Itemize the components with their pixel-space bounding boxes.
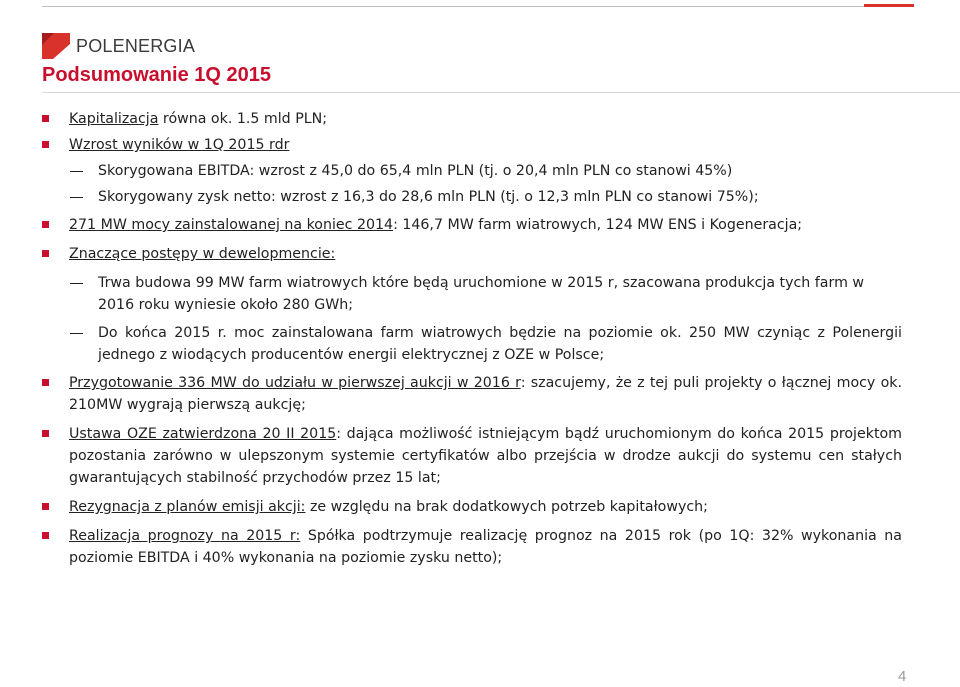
sub-bullet-budowa xyxy=(40,272,902,316)
logo-text: POLENERGIA xyxy=(76,35,196,56)
bullet-square-icon xyxy=(42,115,49,122)
bullet-kapitalizacja xyxy=(40,108,902,130)
bullet-realizacja-prognozy xyxy=(40,525,902,569)
bullet-square-icon xyxy=(42,221,49,228)
bullet-text: : dająca możliwość istniejącym bądź uruchomionym do końca 2015 projektom pozostania zarówno w ulepszonym systemie certyfikatów albo przejścia w drodze aukcji do systemu cen stałych gwarantujących stabilność przychodów przez 15 lat; xyxy=(69,426,903,486)
sub-bullet-text: Trwa budowa 99 MW farm wiatrowych które będą uruchomione w 2015 r, szacowana produkcja tych farm w 2016 roku wyniesie około 280 GWh; xyxy=(98,275,865,313)
top-accent-bar xyxy=(864,4,914,7)
dash-icon xyxy=(70,197,83,198)
sub-bullet-text: Skorygowana EBITDA: wzrost z 45,0 do 65,4 mln PLN (tj. o 20,4 mln PLN co stanowi 45%) xyxy=(98,163,733,179)
bullet-moc-zainstalowana xyxy=(40,214,902,236)
sub-bullet-ebitda xyxy=(40,160,902,182)
bullet-label: Znaczące postępy w dewelopmencie: xyxy=(69,246,336,262)
sub-bullet-text: Skorygowany zysk netto: wzrost z 16,3 do 28,6 mln PLN (tj. o 12,3 mln PLN co stanowi 75%); xyxy=(98,189,759,205)
bullet-square-icon xyxy=(42,503,49,510)
bullet-square-icon xyxy=(42,141,49,148)
bullet-label: Ustawa OZE zatwierdzona 20 II 2015 xyxy=(69,426,337,442)
bullet-text: : szacujemy, że z tej puli projekty o łącznej mocy ok. 210MW wygrają pierwszą aukcję; xyxy=(69,375,902,413)
sub-bullet-do-konca-2015 xyxy=(40,322,902,366)
bullet-label: Rezygnacja z planów emisji akcji: xyxy=(69,499,306,515)
bullet-wzrost-wynikow xyxy=(40,134,902,156)
bullet-label: Kapitalizacja xyxy=(69,111,159,127)
sub-bullet-zysk-netto xyxy=(40,186,902,208)
top-divider xyxy=(42,6,914,7)
bullet-ustawa-oze xyxy=(40,423,902,489)
bullet-dewelopment xyxy=(40,243,902,265)
bullet-label: 271 MW mocy zainstalowanej na koniec 2014 xyxy=(69,217,394,233)
summary-list xyxy=(40,108,902,576)
bullet-rezygnacja xyxy=(40,496,902,518)
bullet-square-icon xyxy=(42,379,49,386)
page-title: Podsumowanie 1Q 2015 xyxy=(42,64,271,86)
bullet-przygotowanie xyxy=(40,372,902,416)
dash-icon xyxy=(70,333,83,334)
bullet-text: : 146,7 MW farm wiatrowych, 124 MW ENS i Kogeneracja; xyxy=(393,217,803,233)
bullet-square-icon xyxy=(42,532,49,539)
dash-icon xyxy=(70,283,83,284)
bullet-text: ze względu na brak dodatkowych potrzeb kapitałowych; xyxy=(305,499,708,515)
bullet-square-icon xyxy=(42,430,49,437)
bullet-text: Spółka podtrzymuje realizację prognoz na 2015 rok (po 1Q: 32% wykonania na poziomie EBITDA i 40% wykonania na poziomie zysku netto); xyxy=(69,528,902,566)
page-number: 4 xyxy=(898,668,907,685)
sub-bullet-text: Do końca 2015 r. moc zainstalowana farm wiatrowych będzie na poziomie ok. 250 MW czyniąc z Polenergii jednego z wiodących producentów energii elektrycznej z OZE w Polsce; xyxy=(98,325,902,363)
bullet-square-icon xyxy=(42,250,49,257)
bullet-label: Realizacja prognozy na 2015 r: xyxy=(69,528,301,544)
polenergia-logo xyxy=(42,32,195,60)
bullet-label: Wzrost wyników w 1Q 2015 rdr xyxy=(69,137,290,153)
dash-icon xyxy=(70,171,83,172)
title-divider xyxy=(42,92,960,93)
logo-mark-icon xyxy=(42,33,70,59)
bullet-label: Przygotowanie 336 MW do udziału w pierwszej aukcji w 2016 r xyxy=(69,375,521,391)
bullet-text: równa ok. 1.5 mld PLN; xyxy=(158,111,328,127)
